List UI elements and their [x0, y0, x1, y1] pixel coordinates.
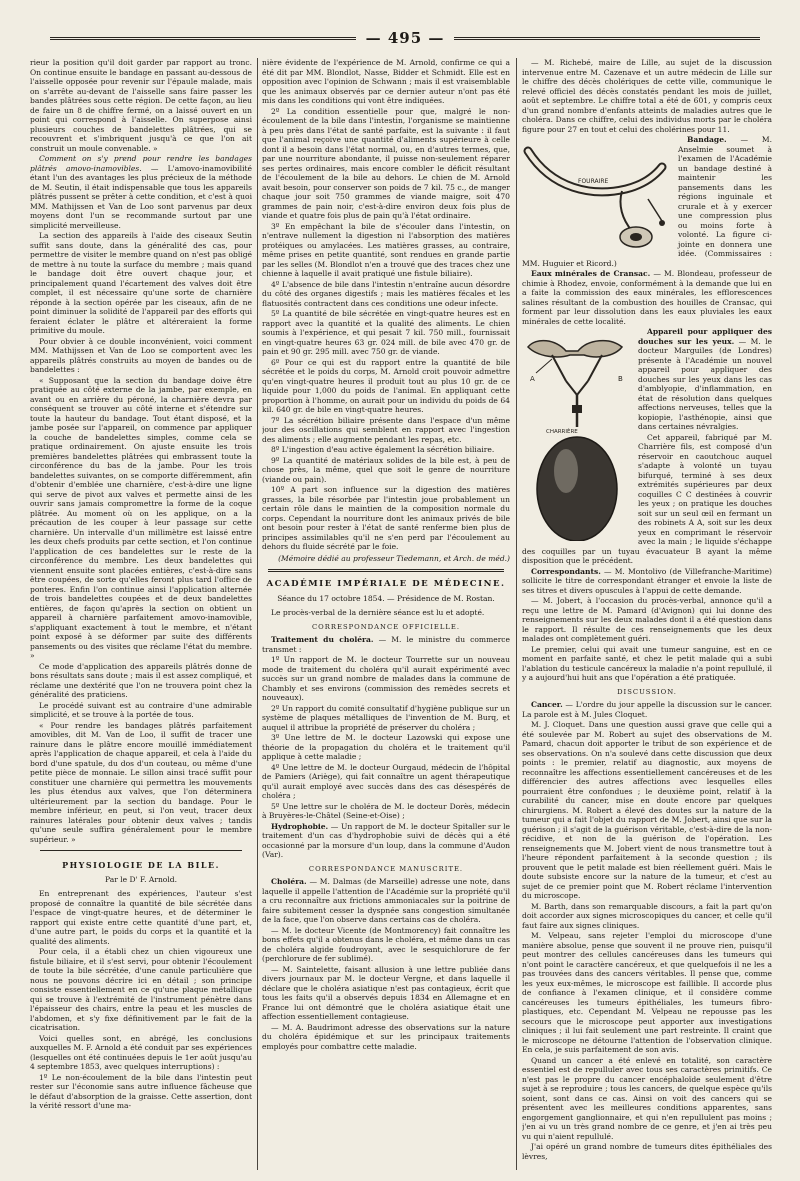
paragraph: — M. Richebé, maire de Lille, au sujet de la discussion intervenue entre M. Cazenave et un autre médecin de Lille sur le chiffre des décès cholériques de cette ville, communique le relevé officiel des décès constatés pendant les mois de juillet, août et septembre. Le chiffre total a été de 601, y compris ceux d'un grand nombre d'enfants atteints de maladies autres que le choléra. Dans ce chiffre, celui des individus morts par le choléra figure pour 27 en tout et celui des cholérines pour 11.: [522, 58, 772, 134]
paragraph-text: — M. Dalmas (de Marseille) adresse une note, dans laquelle il appelle l'attention de l'Académie sur la propriété qu'il a cru reconnaître aux frictions ammoniacales sur la poitrine de faire subitement cesser la dyspnée sans congestion simultanée de la face, que l'on observe dans certains cas de choléra.: [262, 877, 510, 924]
paragraph: 3º Une lettre de M. le docteur Lazowski qui expose une théorie de la propagation du choléra et le traitement qu'il applique à cette maladie ;: [262, 733, 510, 761]
paragraph: — M. A. Baudrimont adresse des observations sur la nature du choléra épidémique et sur les principaux traitements employés pour combattre cette maladie.: [262, 1022, 510, 1051]
paragraph: — M. le docteur Vicente (de Montmorency) fait connaître les bons effets qu'il a obtenus dans le choléra, et même dans un cas de choléra algide foudroyant, avec le sesquichlorure de fer (perchlorure de fer sublimé).: [262, 925, 510, 963]
paragraph: [262, 635, 510, 654]
paragraph-text: — M. Anselmie soumet à l'examen de l'Académie un bandage destiné à maintenir les pansements dans les régions inguinale et crurale et à y exercer une compression plus ou moins forte à volonté. La figure ci-jointe en donnera une idée. (Commissaires : MM. Huguier et Ricord.): [522, 135, 772, 268]
paragraph: M. Velpeau, sans rejeter l'emploi du microscope d'une manière absolue, pense que souvent il ne prouve rien, puisqu'il peut montrer des cellules cancéreuses dans les tumeurs qui n'ont point le caractère cancéreux, et que quelquefois il ne les a pas trouvées dans des cancers véritables. Il pense que, comme les yeux eux-mêmes, le microscope est faillible. Il accorde plus de confiance à l'examen clinique, et il considère comme cancéreuses les tumeurs épithéliales, les tumeurs fibro-plastiques, etc. Cependant M. Velpeau ne repousse pas les secours que le microscope peut apporter aux investigations cliniques ; il lui fait seulement une part restreinte. Il craint que le microscope ne détourne l'attention de l'observation clinique. En cela, je suis parfaitement de son avis.: [522, 931, 772, 1054]
paragraph: M. J. Cloquet. Dans une question aussi grave que celle qui a été soulevée par M. Robert au sujet des observations de M. Pamard, chacun doit apporter le tribut de son expérience et de ses observations. On n'a soulevé dans cette discussion que deux points : le premier, relatif au diagnostic, aux moyens de reconnaître les affections essentiellement cancéreuses et de les différencier des autres affections avec lesquelles elles pourraient être confondues ; le deuxième point, relatif à la curabilité du cancer, mise en doute encore par quelques chirurgiens. M. Robert a élevé des doutes sur la nature de la tumeur qui a fait l'objet du rapport de M. Jobert, ainsi que sur la guérison ; il s'agit de la guérison véritable, c'est-à-dire de la non-récidive, et non de la guérison de l'opération. Les renseignements que M. Jobert vient de nous transmettre tout à l'heure répondent parfaitement à la seconde question ; ils prouvent que le petit malade est bien réellement guéri. Mais le doute subsiste encore sur la nature de la tumeur, et c'est au sujet de ce premier point que M. Robert réclame l'intervention du microscope.: [522, 720, 772, 900]
section-rule: [40, 850, 242, 851]
bandage-figure: [522, 137, 672, 255]
seance-line: Séance du 17 octobre 1854. — Présidence de M. Rostan.: [277, 593, 495, 603]
fig1-maker-label: FOURAIRE: [578, 178, 609, 185]
paragraph-text: — L'ordre du jour appelle la discussion sur le cancer. La parole est à M. Jules Cloquet.: [522, 700, 772, 719]
section-title: PHYSIOLOGIE DE LA BILE.: [62, 860, 220, 870]
paragraph: La section des appareils à l'aide des ciseaux Seutin suffit sans doute, dans la généralité des cas, pour permettre de visiter le membre quand on n'est pas obligé de mettre à nu toute la surface du membre ; mais quand le bandage doit être ouvert chaque jour, et principalement quand l'écartement des valves doit être complet, il est nécessaire qu'une sorte de charnière réponde à la section opérée par les ciseaux, afin de ne point diminuer la solidité de l'appareil par des efforts qui feraient éclater le plâtre et altéreraient la forme primitive du moule.: [30, 231, 252, 335]
paragraph: Pour obvier à ce double inconvénient, voici comment MM. Mathijssen et Van de Loo se comportent avec les appareils plâtrés construits au moyen de bandes ou de bandelettes :: [30, 336, 252, 374]
paragraph: [30, 154, 252, 230]
paragraph: 5º Une lettre sur le choléra de M. le docteur Dorès, médecin à Bruyères-le-Châtel (Seine-et-Oise) ;: [262, 801, 510, 820]
paragraph-lead: Hydrophobie.: [271, 821, 329, 831]
paragraph: rieur la position qu'il doit garder par rapport au tronc. On continue ensuite le bandage en passant au-dessous de l'aisselle opposée pour revenir sur l'épaule malade, mais on s'arrête au-devant de l'aisselle sans faire passer les bandes plâtrées sous cette région. De cette façon, au lieu de faire un 8 de chiffre fermé, on a laissé ouvert en un point qui correspond à l'aisselle. On superpose ainsi plusieurs couches de bandelettes plâtrées, qui se recouvrent et s'imbriquent jusqu'à ce que l'on ait construit un moule convenable. »: [30, 58, 252, 153]
author-line: Par le D' F. Arnold.: [104, 874, 177, 884]
paragraph: nière évidente de l'expérience de M. Arnold, confirme ce qui a été dit par MM. Blondlot, Nasse, Bidder et Schmidt. Elle est en opposition avec l'opinion de Schwann ; mais il est vraisemblable que les animaux observés par ce dernier auteur n'ont pas été mis dans les conditions qui vont être indiquées.: [262, 58, 510, 105]
paragraph-text: — M. le docteur Marguiles (de Londres) présente à l'Académie un nouvel appareil pour appliquer des douches sur les yeux dans les cas d'amblyopie, d'inflammation, en état de résolution dans quelques affections nerveuses, telles que la kopiopie, l'asthénopie, ainsi que dans certaines névralgies.: [638, 336, 772, 431]
header-rule-right: [454, 37, 760, 40]
paragraph: [522, 700, 772, 719]
header-rule-left: [50, 37, 356, 40]
paragraph: [522, 269, 772, 326]
paragraph-lead: Eaux minérales de Cransac.: [531, 269, 651, 278]
section-title: ACADÉMIE IMPÉRIALE DE MÉDECINE.: [266, 579, 506, 589]
column-3: [522, 58, 772, 1170]
fig2-label-b: B: [618, 375, 623, 383]
paragraph: 8º L'ingestion d'eau active également la sécrétion biliaire.: [271, 445, 495, 454]
column-divider: [257, 58, 258, 1170]
paragraph: 4º L'absence de bile dans l'intestin n'entraîne aucun désordre du côté des organes digestifs ; mais les matières fécales et les flatuosités contractent dans ces conditions une odeur infecte.: [262, 279, 510, 308]
paragraph: 9º La quantité de matériaux solides de la bile est, à peu de chose près, la même, quel que soit le genre de nourriture (viande ou pain).: [262, 455, 510, 484]
paragraph-lead: Correspondants.: [531, 566, 601, 576]
paragraph-text: — M. Montolivo (de Villefranche-Maritime) sollicite le titre de correspondant étranger et envoie la liste de ses titres et divers opuscules à l'appui de cette demande.: [522, 566, 772, 595]
page-number: — 495 —: [365, 29, 445, 47]
paragraph: Le premier, celui qui avait une tumeur sanguine, est en ce moment en parfaite santé, et chez le petit malade qui a subi l'ablation du testicule cancéreux la maladie n'a point repullulé, il y a aujourd'hui huit ans que l'opération a été pratiquée.: [522, 644, 772, 682]
column-divider: [516, 58, 517, 1170]
paragraph: Pour cela, il a établi chez un chien vigoureux une fistule biliaire, et il s'est servi, pour obtenir l'écoulement de toute la bile sécrétée, d'une canule particulière que nous ne pouvons décrire ici en détail ; son principe consiste essentiellement en ce qu'une plaque métallique qui se trouve à l'extrémité de l'instrument pénètre dans l'épaisseur des chairs, entre la peau et les muscles de l'abdomen, et s'y fixe définitivement par le fait de la cicatrisation.: [30, 947, 252, 1032]
paragraph-text: — M. le ministre du commerce transmet :: [262, 635, 510, 654]
paragraph: Ce mode d'application des appareils plâtrés donne de bons résultats sans doute ; mais il est assez compliqué, et réclame une dextérité que l'on ne trouvera point chez la généralité des praticiens.: [30, 661, 252, 699]
paragraph: « Pour rendre les bandages plâtrés parfaitement amovibles, dit M. Van de Loo, il suffit de tracer une rainure dans le plâtre encore mouillé immédiatement après l'application de chaque appareil, et cela à l'aide du bord d'une spatule, du dos d'un couteau, ou même d'une petite pièce de monnaie. Le sillon ainsi tracé suffit pour constituer une charnière qui permettra les mouvements les plus étendus aux valves, que l'on déterminera ultérieurement par la section du bandage. Pour le membre inférieur, en peut, si l'on veut, tracer deux rainures latérales pour obtenir deux valves ; tandis qu'une seule suffira généralement pour le membre supérieur. »: [30, 720, 252, 844]
paragraph-lead: Comment on s'y prend pour rendre les bandages plâtrés amovo-inamovibles.: [30, 154, 252, 173]
paragraph: « Supposant que la section du bandage doive être pratiquée au côté externe de la jambe, par exemple, en avant ou en arrière du péroné, la charnière devra par conséquent se trouver au côté interne et s'étendre sur toute la hauteur du bandage. Tout étant disposé, et la jambe posée sur l'appareil, on commence par appliquer la couche de bandelettes simples, comme cela se pratique ordinairement. On ajuste ensuite les trois premières bandelettes plâtrées qui embrassent toute la circonférence du bas de la jambe. Pour les trois bandelettes suivantes, on se comporte différemment, afin d'obtenir d'emblée une charnière, c'est-à-dire une ligne qui serve de pivot aux valves et permette ainsi de les ouvrir sans jamais compromettre la forme de la coque plâtrée. Au moment où on les applique, on a la précaution de les couper à leur passage sur cette charnière. Un intervalle d'un millimètre est laissé entre les deux chefs produits par cette section, et l'on continue l'application de ces bandelettes sur le reste de la circonférence du membre. Les deux bandelettes qui viennent ensuite sont placées entières, c'est-à-dire sans être coupées, de sorte qu'elles feront plus tard l'office de ponteres. Enfin l'on continue ainsi l'application alternée de trois bandelettes coupées et de deux bandelettes entières, de façon qu'après la section on obtient un appareil à charnière parfaitement amovo-inamovible, s'appliquant exactement à tout le membre, et n'étant point exposé à se déformer par suite des différents pansements ou des visites que réclame l'état du membre. »: [30, 375, 252, 660]
bandage-illustration: [522, 137, 672, 255]
section-rule: [268, 569, 504, 572]
page-header: [40, 26, 770, 50]
paragraph: 2º Un rapport du comité consultatif d'hygiène publique sur un système de plaques métalliques de l'invention de M. Burq, et auquel il attribue la propriété de préserver du choléra ;: [262, 703, 510, 732]
paragraph: En entreprenant des expériences, l'auteur s'est proposé de connaître la quantité de bile sécrétée dans l'espace de vingt-quatre heures, et de déterminer le rapport qui existe entre cette quantité d'une part, et, d'une autre part, le poids du corps et la quantité et la qualité des aliments.: [30, 889, 252, 946]
paragraph: Quand un cancer a été enlevé en totalité, son caractère essentiel est de repulluler avec tous ses caractères primitifs. Ce n'est pas le propre du cancer encéphaloïde seulement d'être sujet à se reproduire ; tous les cancers, de quelque espèce qu'ils soient, sont dans ce cas. Ainsi on voit des cancers qui se présentent avec les meilleures conditions apparentes, sans engorgement ganglionnaire, et qui n'en repullulent pas moins ; j'en ai vu un très grand nombre de ce genre, et j'en ai très peu vu qui n'aient repullulé.: [522, 1055, 772, 1141]
paragraph: 6º Pour ce qui est du rapport entre la quantité de bile sécrétée et le poids du corps, M. Arnold croit pouvoir admettre qu'en vingt-quatre heures il produit tout au plus 10 gr. de ce liquide pour 1,000 du poids de l'animal. En appliquant cette proportion à l'homme, on aurait pour un individu du poids de 64 kil. 640 gr. de bile en vingt-quatre heures.: [262, 357, 510, 414]
paragraph: Cet appareil, fabriqué par M. Charrière fils, est composé d'un réservoir en caoutchouc auquel s'adapte à volonté un tuyau bifurqué, terminé à ses deux extrémités supérieures par deux coquilles C C destinées à couvrir les yeux ; on pratique les douches soit sur un seul œil en fermant un des robinets A A, soit sur les deux yeux en comprimant le réservoir avec la main ; le liquide s'échappe des coquilles par un tuyau évacuateur B ayant la même disposition que le précédent.: [522, 432, 772, 565]
paragraph-lead: Bandage.: [687, 135, 727, 144]
fig2-label-a: A: [530, 375, 535, 383]
paragraph-lead: Appareil pour appliquer des douches sur les yeux.: [638, 327, 772, 346]
column-1: [30, 58, 252, 1170]
paragraph: 10º A part son influence sur la digestion des matières grasses, la bile résorbée par l'intestin joue probablement un certain rôle dans le maintien de la composition normale du corps. Cependant la nourriture dont les animaux privés de bile ont besoin pour rester à l'état de santé renferme bien plus de principes assimilables qu'il ne s'en perd par l'écoulement au dehors du fluide sécrété par le foie.: [262, 485, 510, 551]
paragraph: Le procès-verbal de la dernière séance est lu et adopté.: [271, 608, 485, 617]
column-2: [262, 58, 510, 1170]
paragraph: 2º La condition essentielle pour que, malgré le non-écoulement de la bile dans l'intestin, l'organisme se maintienne à peu près dans l'état de santé parfaite, est la suivante : il faut que l'animal reçoive une quantité d'aliments supérieure à celle dont il a besoin dans l'état normal, ou, en d'autres termes, que, par une nourriture abondante, il puisse non-seulement réparer ses pertes ordinaires, mais encore combler le déficit résultant de l'écoulement de la bile au dehors. Le chien de M. Arnold avait besoin, pour conserver son poids de 7 kil. 75 c., de manger chaque jour soit 750 grammes de viande maigre, soit 470 grammes de pain noir, c'est-à-dire environ deux fois plus de viande et quatre fois plus de pain qu'à l'état ordinaire.: [262, 106, 510, 220]
paragraph: [262, 822, 510, 860]
paragraph: [262, 877, 510, 925]
paragraph: Le procédé suivant est au contraire d'une admirable simplicité, et se trouve à la portée de tous.: [30, 700, 252, 719]
paragraph: 7º La sécrétion biliaire présente dans l'espace d'un même jour des oscillations qui semblent en rapport avec l'ingestion des aliments ; elle augmente pendant les repas, etc.: [262, 415, 510, 444]
paragraph: Voici quelles sont, en abrégé, les conclusions auxquelles M. F. Arnold a été conduit par ses expériences (lesquelles ont été continuées depuis le 1er août jusqu'au 4 septembre 1853, avec quelques interruptions) :: [30, 1033, 252, 1071]
paragraph: 1º Un rapport de M. le docteur Tourrette sur un nouveau mode de traitement du choléra qu'il aurait expérimenté avec succès sur un grand nombre de malades dans la commune de Chambly et ses environs (commission des remèdes secrets et nouveaux).: [262, 655, 510, 702]
paragraph-text: — Un rapport de M. le docteur Spitaller sur le traitement d'un cas d'hydrophobie suivi de décès qui a été occasionné par la morsure d'un loup, dans la commune d'Audon (Var).: [262, 821, 510, 859]
paragraph: 4º Une lettre de M. le docteur Ourgaud, médecin de l'hôpital de Pamiers (Ariège), qui fait connaître un agent thérapeutique qu'il aurait employé avec succès dans des cas désespérés de choléra ;: [262, 762, 510, 800]
subsection-title: CORRESPONDANCE MANUSCRITE.: [308, 864, 464, 873]
paragraph: M. Barth, dans son remarquable discours, a fait la part qu'on doit accorder aux signes microscopiques du cancer, et celle qu'il faut faire aux signes cliniques.: [522, 901, 772, 930]
fig2-maker-label: CHARRIÈRE: [546, 429, 578, 435]
paragraph-text: — M. Blondeau, professeur de chimie à Rhodez, envoie, conformément à la demande que lui en a faite la commission des eaux minérales, les efflorescences salines résultant de la combustion des houilles de Cransac, qui forment par leur dissolution dans les eaux pluviales les eaux minérales de cette localité.: [522, 269, 772, 326]
paragraph: — M. Jobert, à l'occasion du procès-verbal, annonce qu'il a reçu une lettre de M. Pamard (d'Avignon) qui lui donne des renseignements sur les deux malades dont il a été question dans le rapport. Il résulte de ces renseignements que les deux malades ont complètement guéri.: [522, 596, 772, 643]
paragraph-lead: Choléra.: [271, 877, 307, 886]
paragraph: 3º En empêchant la bile de s'écouler dans l'intestin, on n'entrave nullement la digestion ni l'absorption des matières protéiques ou amylacées. Les matières grasses, au contraire, même prises en petite quantité, sont rendues en grande partie par les selles (M. Blondlot n'en a trouvé que des traces chez une chienne à laquelle il avait pratiqué une fistule biliaire).: [262, 221, 510, 278]
paragraph-text: — L'amovo-inamovibilité étant l'un des avantages les plus précieux de la méthode de M. Seutin, il était indispensable que tous les appareils plâtrés pussent se prêter à cette condition, et c'est à quoi MM. Mathijssen et Van de Loo sont parvenus par deux moyens dont l'un se recommande surtout par une simplicité merveilleuse.: [30, 163, 252, 230]
subsection-title: DISCUSSION.: [617, 687, 677, 696]
douche-apparatus-illustration: [522, 329, 632, 541]
paragraph: — M. Saintelette, faisant allusion à une lettre publiée dans divers journaux par M. le docteur Vergne, et dans laquelle il déclare que le choléra asiatique n'est pas contagieux, écrit que tous les faits qu'il a observés depuis 1834 en Allemagne et en France lui ont démontré que le choléra asiatique était une affection essentiellement contagieuse.: [262, 964, 510, 1021]
paragraph: J'ai opéré un grand nombre de tumeurs dites épithéliales des lèvres,: [522, 1142, 772, 1161]
paragraph-lead: Traitement du choléra.: [271, 635, 374, 644]
paragraph: 1º Le non-écoulement de la bile dans l'intestin peut rester sur l'économie sans autre influence fâcheuse que le défaut d'absorption de la graisse. Cette assertion, dont la vérité ressort d'une ma-: [30, 1072, 252, 1110]
subsection-title: CORRESPONDANCE OFFICIELLE.: [311, 622, 461, 631]
paragraph: [522, 567, 772, 596]
paragraph: 5º La quantité de bile sécrétée en vingt-quatre heures est en rapport avec la quantité et la qualité des aliments. Le chien soumis à l'expérience, et qui pesait 7 kil. 750 mill., fournissait en vingt-quatre heures 63 gr. 024 mill. de bile avec 470 gr. de pain et 90 gr. 295 mill. avec 750 gr. de viande.: [262, 309, 510, 356]
paragraph-lead: Cancer.: [531, 700, 563, 709]
source-citation: (Mémoire dédié au professeur Tiedemann, et Arch. de méd.): [278, 553, 510, 563]
douche-apparatus-figure: [522, 329, 632, 541]
